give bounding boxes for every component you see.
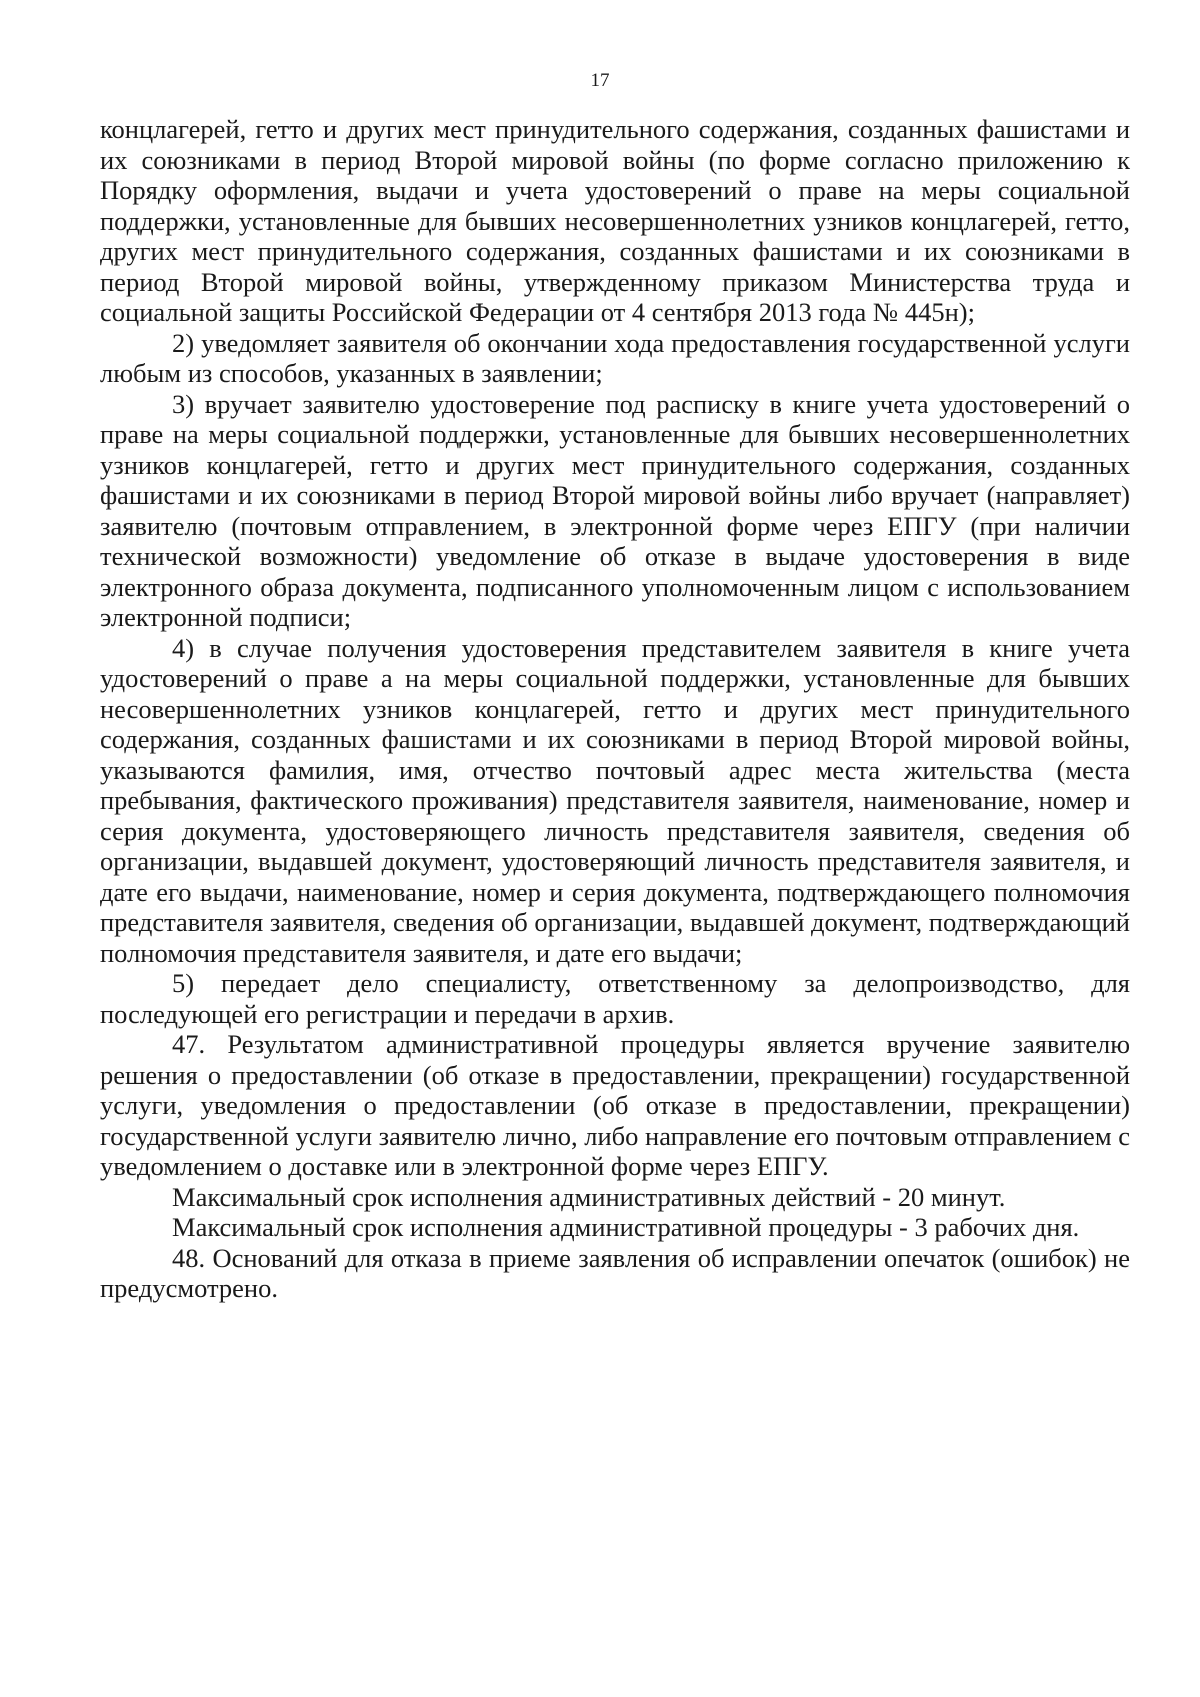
- paragraph-clause-48: 48. Оснований для отказа в приеме заявления об исправлении опечаток (ошибок) не предусмотрено.: [100, 1242, 1130, 1303]
- paragraph-item-5: 5) передает дело специалисту, ответственному за делопроизводство, для последующей его регистрации и передачи в архив.: [100, 968, 1130, 1029]
- page-number: 17: [590, 70, 610, 91]
- paragraph-item-2: 2) уведомляет заявителя об окончании хода предоставления государственной услуги любым из способов, указанных в заявлении;: [100, 327, 1130, 388]
- paragraph-max-duration-procedure: Максимальный срок исполнения административной процедуры - 3 рабочих дня.: [172, 1212, 1080, 1242]
- paragraph-continuation: концлагерей, гетто и других мест принудительного содержания, созданных фашистами и их союзниками в период Второй мировой войны (по форме согласно приложению к Порядку оформления, выдачи и учета удостоверений о праве на меры социальной поддержки, установленные для бывших несовершеннолетних узников концлагерей, гетто, других мест принудительного содержания, созданных фашистами и их союзниками в период Второй мировой войны, утвержденному приказом Министерства труда и социальной защиты Российской Федерации от 4 сентября 2013 года № 445н);: [100, 114, 1130, 327]
- paragraph-item-3: 3) вручает заявителю удостоверение под расписку в книге учета удостоверений о праве на меры социальной поддержки, установленные для бывших несовершеннолетних узников концлагерей, гетто и других мест принудительного содержания, созданных фашистами и их союзниками в период Второй мировой войны либо вручает (направляет) заявителю (почтовым отправлением, в электронной форме через ЕПГУ (при наличии технической возможности) уведомление об отказе в выдаче удостоверения в виде электронного образа документа, подписанного уполномоченным лицом с использованием электронной подписи;: [100, 388, 1130, 632]
- paragraph-clause-47: 47. Результатом административной процедуры является вручение заявителю решения о предоставлении (об отказе в предоставлении, прекращении) государственной услуги, уведомления о предоставлении (об отказе в предоставлении, прекращении) государственной услуги заявителю лично, либо направление его почтовым отправлением с уведомлением о доставке или в электронной форме через ЕПГУ.: [100, 1029, 1130, 1181]
- document-body: [100, 114, 1130, 1304]
- paragraph-item-4: 4) в случае получения удостоверения представителем заявителя в книге учета удостоверений о праве а на меры социальной поддержки, установленные для бывших несовершеннолетних узников концлагерей, гетто и других мест принудительного содержания, созданных фашистами и их союзниками в период Второй мировой войны, указываются фамилия, имя, отчество почтовый адрес места жительства (места пребывания, фактического проживания) представителя заявителя, наименование, номер и серия документа, удостоверяющего личность представителя заявителя, сведения об организации, выдавшей документ, удостоверяющий личность представителя заявителя, и дате его выдачи, наименование, номер и серия документа, подтверждающего полномочия представителя заявителя, сведения об организации, выдавшей документ, подтверждающий полномочия представителя заявителя, и дате его выдачи;: [100, 632, 1130, 968]
- paragraph-max-duration-actions: Максимальный срок исполнения административных действий - 20 минут.: [172, 1181, 1006, 1212]
